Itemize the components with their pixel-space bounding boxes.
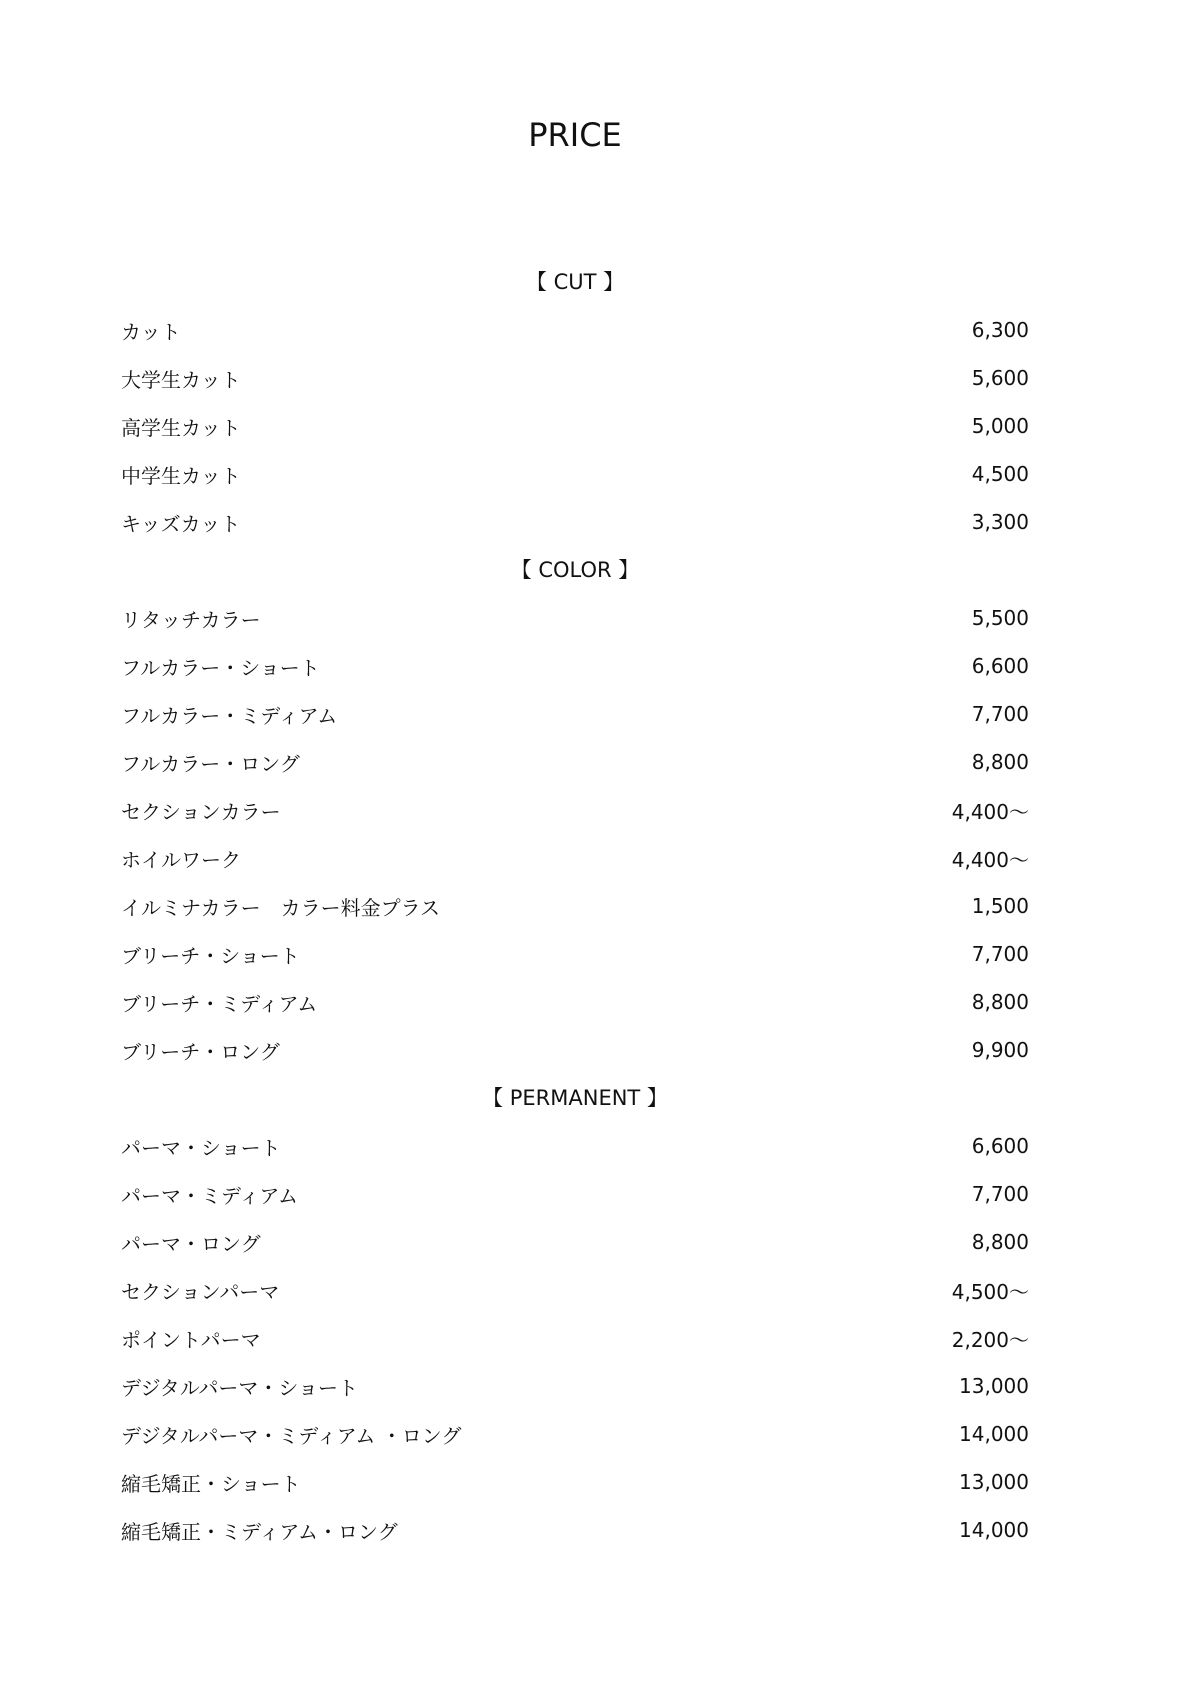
item-name: キッズカット [121, 511, 241, 536]
list-item [121, 450, 1029, 498]
item-price: 4,500〜 [951, 1279, 1029, 1304]
item-name: リタッチカラー [121, 607, 261, 632]
list-item [121, 594, 1029, 642]
item-name: ブリーチ・ショート [121, 943, 300, 968]
item-price: 5,000 [971, 414, 1029, 438]
item-price: 3,300 [971, 510, 1029, 534]
item-price: 13,000 [959, 1470, 1029, 1494]
list-item [121, 402, 1029, 450]
item-name: イルミナカラー カラー料金プラス [121, 895, 440, 920]
list-item [121, 642, 1029, 690]
list-item [121, 834, 1029, 882]
list-item [121, 786, 1029, 834]
list-item [121, 738, 1029, 786]
item-name: セクションパーマ [121, 1279, 280, 1304]
item-price: 8,800 [971, 750, 1029, 774]
list-item [121, 978, 1029, 1026]
list-item [121, 690, 1029, 738]
item-price: 2,200〜 [951, 1327, 1029, 1352]
item-price: 6,300 [971, 318, 1029, 342]
item-price: 7,700 [971, 702, 1029, 726]
section-header: 【 COLOR 】 [510, 558, 640, 582]
list-item [121, 1026, 1029, 1074]
list-item [121, 306, 1029, 354]
list-item [121, 1218, 1029, 1266]
list-item [121, 930, 1029, 978]
item-price: 6,600 [971, 654, 1029, 678]
item-name: フルカラー・ロング [121, 751, 300, 776]
item-price: 4,500 [971, 462, 1029, 486]
item-price: 9,900 [971, 1038, 1029, 1062]
item-name: パーマ・ミディアム [121, 1183, 298, 1208]
item-name: パーマ・ロング [121, 1231, 261, 1256]
item-name: フルカラー・ショート [121, 655, 320, 680]
section-header: 【 PERMANENT 】 [482, 1086, 668, 1110]
list-item [121, 354, 1029, 402]
item-name: セクションカラー [121, 799, 281, 824]
item-name: パーマ・ショート [121, 1135, 281, 1160]
item-name: 高学生カット [121, 415, 241, 440]
item-price: 14,000 [959, 1518, 1029, 1542]
list-item [121, 1362, 1029, 1410]
item-name: デジタルパーマ・ミディアム ・ロング [121, 1423, 462, 1448]
item-name: 大学生カット [121, 367, 241, 392]
item-name: ポイントパーマ [121, 1327, 261, 1352]
item-price: 1,500 [971, 894, 1029, 918]
section-cut [121, 258, 1029, 546]
item-name: 縮毛矯正・ショート [121, 1471, 301, 1496]
item-price: 13,000 [959, 1374, 1029, 1398]
price-list [121, 258, 1029, 1554]
item-name: 縮毛矯正・ミディアム・ロング [121, 1519, 398, 1544]
section-color [121, 546, 1029, 1074]
section-permanent [121, 1074, 1029, 1554]
item-price: 7,700 [971, 1182, 1029, 1206]
list-item [121, 1122, 1029, 1170]
item-name: カット [121, 319, 181, 344]
item-name: ブリーチ・ミディアム [121, 991, 318, 1016]
list-item [121, 1410, 1029, 1458]
list-item [121, 1266, 1029, 1314]
list-item [121, 882, 1029, 930]
item-name: フルカラー・ミディアム [121, 703, 338, 728]
item-price: 7,700 [971, 942, 1029, 966]
item-price: 6,600 [971, 1134, 1029, 1158]
list-item [121, 1314, 1029, 1362]
item-price: 5,600 [971, 366, 1029, 390]
list-item [121, 1170, 1029, 1218]
item-name: ホイルワーク [121, 847, 241, 872]
item-price: 4,400〜 [951, 799, 1029, 824]
section-header: 【 CUT 】 [525, 270, 625, 294]
list-item [121, 1458, 1029, 1506]
item-name: ブリーチ・ロング [121, 1039, 280, 1064]
page-title: PRICE [528, 116, 622, 154]
item-name: デジタルパーマ・ショート [121, 1375, 358, 1400]
item-price: 8,800 [971, 1230, 1029, 1254]
item-price: 4,400〜 [951, 847, 1029, 872]
item-price: 5,500 [971, 606, 1029, 630]
list-item [121, 498, 1029, 546]
item-price: 8,800 [971, 990, 1029, 1014]
item-price: 14,000 [959, 1422, 1029, 1446]
list-item [121, 1506, 1029, 1554]
item-name: 中学生カット [121, 463, 241, 488]
